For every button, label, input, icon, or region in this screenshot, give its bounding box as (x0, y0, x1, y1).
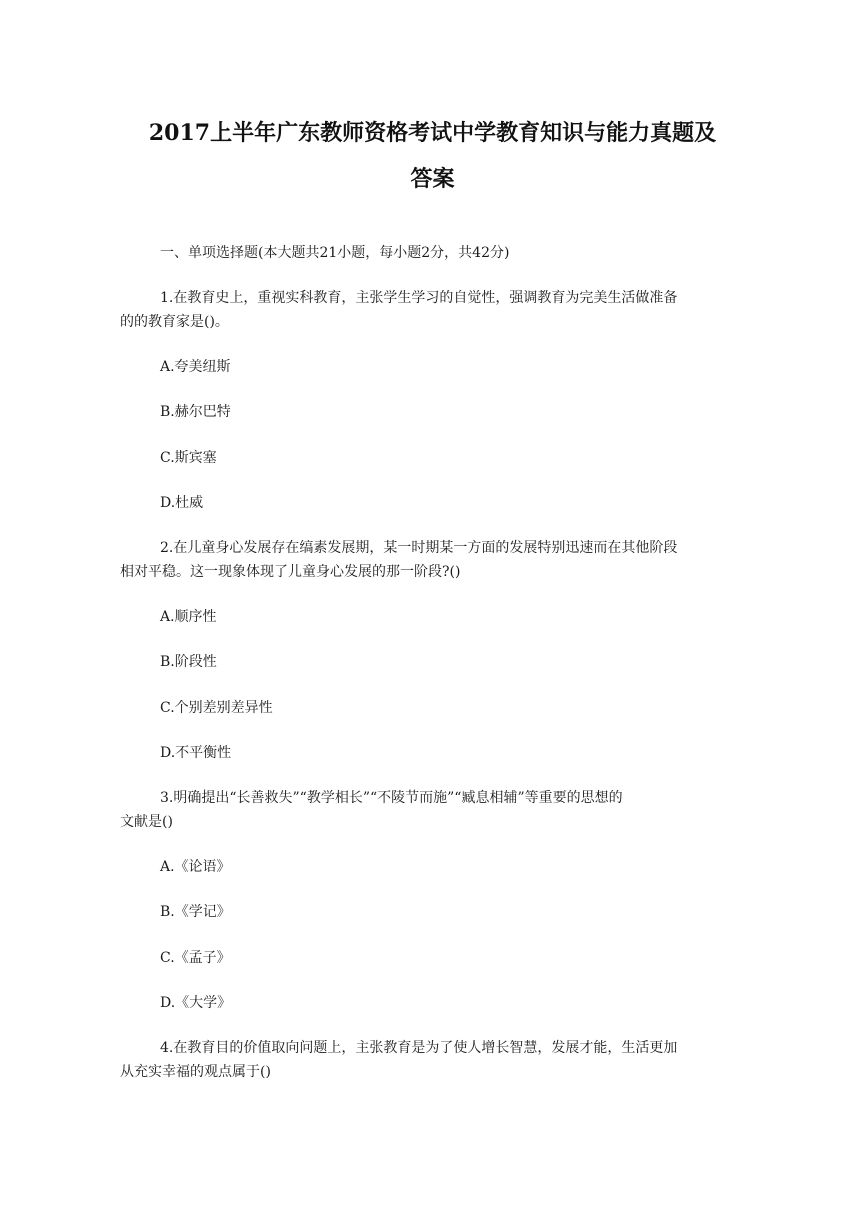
question-stem-line: 4.在教育目的价值取向问题上，主张教育是为了使人增长智慧，发展才能，生活更加 (160, 1040, 678, 1056)
question-3-option-d: D.《大学》 (160, 995, 232, 1011)
section-heading: 一、单项选择题(本大题共21小题，每小题2分，共42分) (160, 245, 510, 261)
question-stem-line: 的的教育家是()。 (120, 314, 229, 330)
question-stem-line: 1.在教育史上，重视实科教育，主张学生学习的自觉性，强调教育为完美生活做准备 (160, 290, 678, 306)
question-1-option-b: B.赫尔巴特 (160, 404, 231, 420)
question-stem-line: 文献是() (120, 814, 173, 830)
title-line-1: 2017上半年广东教师资格考试中学教育知识与能力真题及 (148, 120, 717, 146)
question-1-option-c: C.斯宾塞 (160, 450, 217, 466)
question-2-option-c: C.个别差别差异性 (160, 700, 273, 716)
question-3-option-c: C.《孟子》 (160, 950, 231, 966)
document-title (100, 110, 765, 202)
question-1-option-d: D.杜威 (160, 495, 204, 511)
question-4-stem (120, 1036, 740, 1084)
question-3-option-b: B.《学记》 (160, 904, 231, 920)
question-3-option-a: A.《论语》 (160, 859, 231, 875)
question-stem-line: 相对平稳。这一现象体现了儿童身心发展的那一阶段?() (120, 564, 461, 580)
question-stem-line: 从充实幸福的观点属于() (120, 1064, 271, 1080)
question-3-stem (120, 786, 740, 834)
question-2-stem (120, 536, 740, 584)
question-1-option-a: A.夸美纽斯 (160, 359, 231, 375)
question-stem-line: 3.明确提出“长善救失”“教学相长”“不陵节而施”“臧息相辅”等重要的思想的 (160, 790, 623, 806)
question-2-option-d: D.不平衡性 (160, 745, 232, 761)
question-2-option-b: B.阶段性 (160, 654, 217, 670)
title-line-2: 答案 (410, 166, 455, 192)
question-2-option-a: A.顺序性 (160, 609, 217, 625)
question-stem-line: 2.在儿童身心发展存在缟素发展期，某一时期某一方面的发展特别迅速而在其他阶段 (160, 540, 678, 556)
question-1-stem (120, 286, 740, 334)
